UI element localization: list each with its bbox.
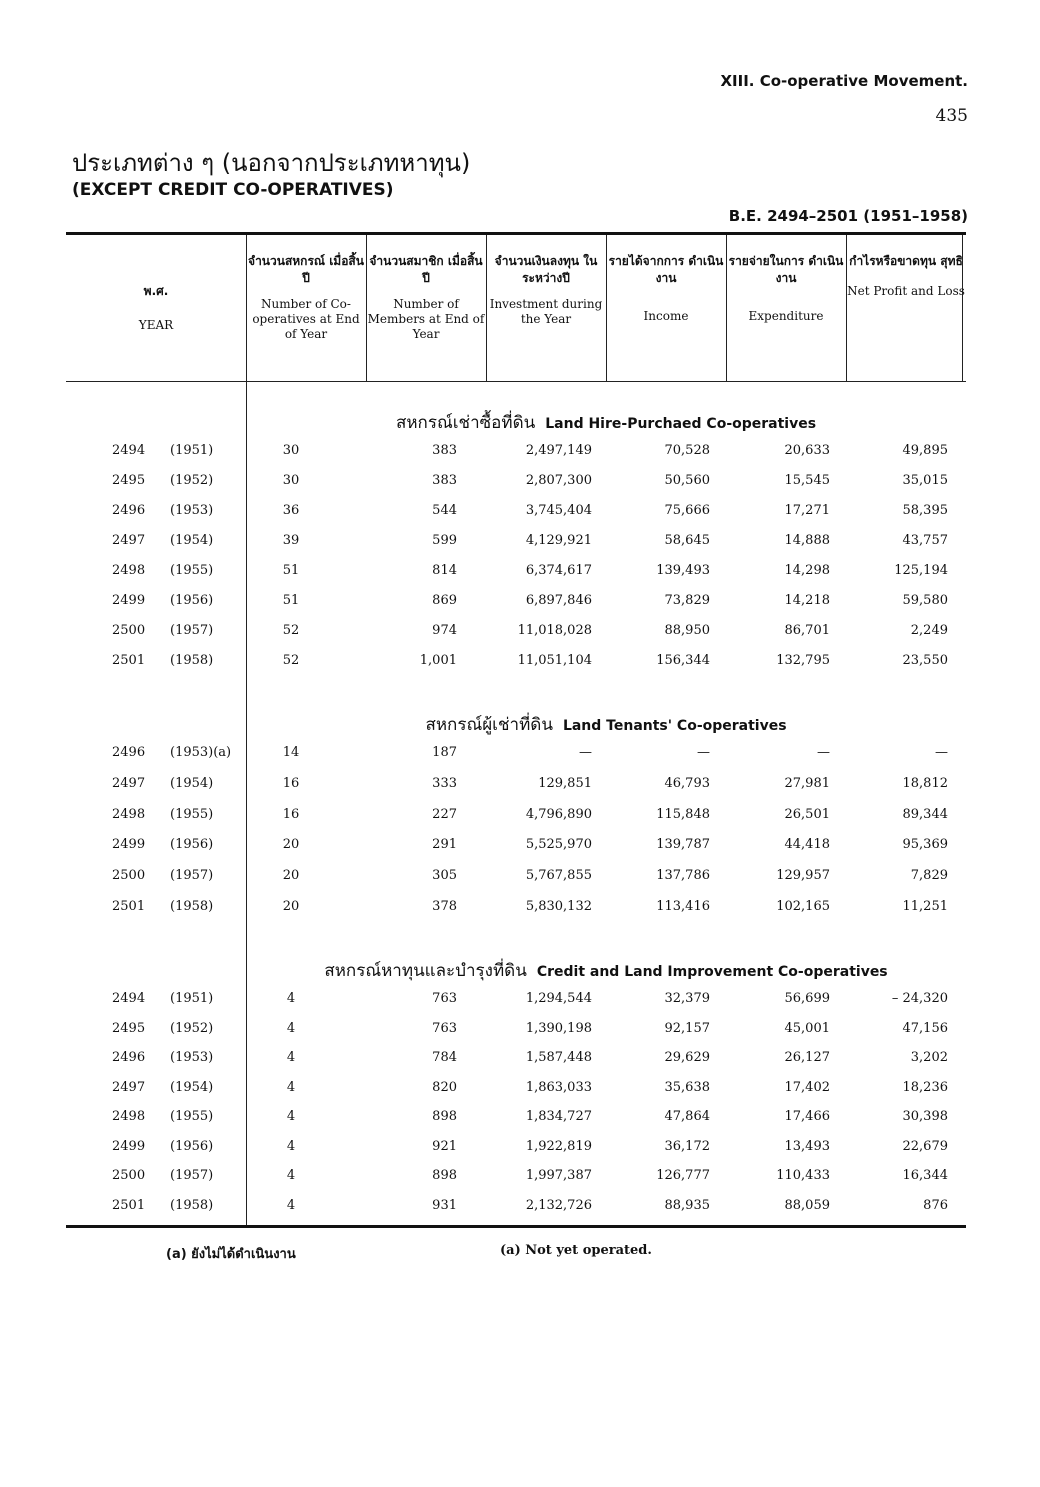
column-header-thai: กำไรหรือขาดทุน สุทธิ [849, 254, 963, 268]
row-cooperatives: 30 [282, 473, 300, 488]
row-cooperatives: 4 [286, 1168, 296, 1183]
row-year-be: 2500 [112, 623, 146, 638]
table-row [66, 772, 966, 800]
row-cooperatives: 14 [282, 745, 300, 760]
row-income: 139,493 [656, 563, 710, 578]
section-title-english: Land Tenants' Co-operatives [562, 718, 787, 734]
table-row [66, 1194, 966, 1222]
row-members: 187 [432, 745, 457, 760]
row-year-be: 2499 [112, 1138, 146, 1154]
row-cooperatives: 51 [282, 563, 300, 578]
table-row [66, 499, 966, 527]
row-income: 46,793 [664, 775, 710, 791]
row-cooperatives: 4 [286, 1109, 296, 1124]
row-year-be: 2497 [112, 775, 146, 791]
page-number: 435 [935, 106, 968, 126]
section-title-english: Land Hire-Purchaed Co-operatives [545, 416, 817, 432]
section-title [246, 957, 966, 984]
row-expenditure: 15,545 [784, 473, 830, 488]
row-income: 70,528 [664, 443, 710, 458]
column-divider [726, 235, 727, 381]
column-header-english: Net Profit and Loss [847, 284, 965, 298]
row-year-be: 2494 [112, 443, 146, 458]
section-title-thai: สหกรณ์เช่าซื้อที่ดิน [395, 413, 536, 433]
row-cooperatives: 16 [282, 806, 300, 822]
row-expenditure: 45,001 [784, 1020, 830, 1036]
row-investment: 11,018,028 [517, 623, 592, 638]
row-investment: 6,374,617 [525, 563, 592, 578]
row-year-be: 2494 [112, 991, 146, 1006]
table-row [66, 1076, 966, 1104]
row-cooperatives: 20 [282, 899, 300, 914]
row-expenditure: 27,981 [784, 775, 830, 791]
row-investment: 3,745,404 [525, 503, 592, 518]
row-members: 305 [432, 868, 457, 884]
column-divider [366, 235, 367, 381]
row-expenditure: 110,433 [776, 1168, 830, 1183]
table-row [66, 833, 966, 861]
row-expenditure: 56,699 [784, 991, 830, 1006]
column-header-net-profit [846, 235, 966, 381]
row-net-profit: 49,895 [902, 443, 948, 458]
period-label: B.E. 2494–2501 (1951–1958) [728, 207, 968, 225]
row-income: 75,666 [664, 503, 710, 518]
footnote-thai: (a) ยังไม่ได้ดำเนินงาน [166, 1247, 296, 1262]
row-expenditure: 17,271 [784, 503, 830, 518]
table-row [66, 589, 966, 617]
column-header-english: YEAR [138, 318, 174, 332]
row-net-profit: 89,344 [902, 806, 948, 822]
table-row [66, 987, 966, 1015]
row-net-profit: 58,395 [902, 503, 948, 518]
row-expenditure: — [817, 745, 830, 760]
row-expenditure: 26,127 [784, 1050, 830, 1065]
row-expenditure: 44,418 [784, 837, 830, 853]
row-year-be: 2499 [112, 593, 146, 608]
row-expenditure: 86,701 [784, 623, 830, 638]
row-expenditure: 17,466 [784, 1109, 830, 1124]
row-cooperatives: 4 [286, 1079, 296, 1095]
row-members: 1,001 [419, 653, 457, 668]
row-year-ce: (1953) [170, 1050, 214, 1065]
row-year-ce: (1956) [170, 1138, 214, 1154]
section-title-english: Credit and Land Improvement Co-operatives [536, 964, 888, 980]
row-cooperatives: 4 [286, 1050, 296, 1065]
table-row [66, 895, 966, 923]
row-net-profit: 23,550 [902, 653, 948, 668]
table-row [66, 803, 966, 831]
row-net-profit: — [935, 745, 948, 760]
row-investment: 1,390,198 [525, 1020, 592, 1036]
row-year-be: 2500 [112, 868, 146, 884]
row-year-ce: (1958) [170, 899, 214, 914]
row-income: 35,638 [664, 1079, 710, 1095]
row-year-ce: (1953)(a) [170, 745, 232, 760]
row-year-be: 2500 [112, 1168, 146, 1183]
header-divider [66, 381, 966, 382]
row-year-ce: (1958) [170, 653, 214, 668]
row-expenditure: 17,402 [784, 1079, 830, 1095]
column-header-year [66, 235, 246, 381]
column-header-thai: จำนวนสมาชิก เมื่อสิ้นปี [369, 254, 483, 285]
row-income: 29,629 [664, 1050, 710, 1065]
table-row [66, 1017, 966, 1045]
row-expenditure: 26,501 [784, 806, 830, 822]
section-title-thai: สหกรณ์หาทุนและบำรุงที่ดิน [324, 961, 527, 981]
column-divider [486, 235, 487, 381]
row-investment: 5,525,970 [525, 837, 592, 853]
row-investment: 4,129,921 [525, 533, 592, 548]
section-title [246, 409, 966, 436]
row-members: 291 [432, 837, 457, 853]
row-members: 869 [432, 593, 457, 608]
row-year-ce: (1958) [170, 1197, 214, 1213]
row-cooperatives: 30 [282, 443, 300, 458]
column-header-thai: พ.ศ. [143, 284, 169, 298]
section-title-thai: สหกรณ์ผู้เช่าที่ดิน [425, 715, 553, 735]
row-members: 974 [432, 623, 457, 638]
row-members: 599 [432, 533, 457, 548]
row-members: 383 [432, 473, 457, 488]
row-members: 784 [432, 1050, 457, 1065]
row-year-ce: (1957) [170, 868, 214, 884]
row-members: 383 [432, 443, 457, 458]
row-members: 763 [432, 991, 457, 1006]
column-header-investment [486, 235, 606, 381]
row-members: 898 [432, 1109, 457, 1124]
row-year-ce: (1956) [170, 837, 214, 853]
table-row [66, 741, 966, 769]
row-investment: 1,587,448 [525, 1050, 592, 1065]
row-income: 47,864 [664, 1109, 710, 1124]
row-year-be: 2501 [112, 653, 146, 668]
row-members: 333 [432, 775, 457, 791]
row-investment: 4,796,890 [525, 806, 592, 822]
row-year-ce: (1954) [170, 533, 214, 548]
row-year-be: 2498 [112, 1109, 146, 1124]
row-net-profit: 3,202 [910, 1050, 948, 1065]
row-investment: 1,997,387 [525, 1168, 592, 1183]
column-header-thai: จำนวนสหกรณ์ เมื่อสิ้นปี [248, 254, 364, 285]
row-year-ce: (1956) [170, 593, 214, 608]
row-year-be: 2501 [112, 899, 146, 914]
row-expenditure: 13,493 [784, 1138, 830, 1154]
row-year-ce: (1952) [170, 473, 214, 488]
row-net-profit: 30,398 [902, 1109, 948, 1124]
table-row [66, 439, 966, 467]
row-year-be: 2495 [112, 1020, 146, 1036]
row-investment: 2,132,726 [525, 1197, 592, 1213]
row-expenditure: 14,888 [784, 533, 830, 548]
row-cooperatives: 39 [282, 533, 300, 548]
row-net-profit: 47,156 [902, 1020, 948, 1036]
row-year-ce: (1954) [170, 1079, 214, 1095]
row-investment: 1,863,033 [525, 1079, 592, 1095]
row-income: 58,645 [664, 533, 710, 548]
row-year-ce: (1955) [170, 563, 214, 578]
row-year-ce: (1957) [170, 623, 214, 638]
row-net-profit: 876 [923, 1197, 948, 1213]
row-year-ce: (1952) [170, 1020, 214, 1036]
row-members: 931 [432, 1197, 457, 1213]
column-header-income [606, 235, 726, 381]
row-net-profit: 22,679 [902, 1138, 948, 1154]
row-members: 820 [432, 1079, 457, 1095]
row-income: 36,172 [664, 1138, 710, 1154]
row-year-be: 2499 [112, 837, 146, 853]
row-members: 544 [432, 503, 457, 518]
row-year-be: 2495 [112, 473, 146, 488]
running-head: XIII. Co-operative Movement. [720, 72, 968, 90]
row-cooperatives: 20 [282, 837, 300, 853]
row-net-profit: 7,829 [910, 868, 948, 884]
row-members: 921 [432, 1138, 457, 1154]
row-year-ce: (1951) [170, 991, 214, 1006]
title-thai: ประเภทต่าง ๆ (นอกจากประเภทหาทุน) [72, 149, 471, 177]
column-header-thai: จำนวนเงินลงทุน ในระหว่างปี [494, 254, 598, 285]
row-income: 32,379 [664, 991, 710, 1006]
row-year-be: 2497 [112, 533, 146, 548]
row-cooperatives: 4 [286, 1138, 296, 1154]
row-net-profit: 43,757 [902, 533, 948, 548]
row-income: — [697, 745, 710, 760]
row-investment: 11,051,104 [517, 653, 592, 668]
row-income: 113,416 [656, 899, 710, 914]
row-net-profit: 125,194 [894, 563, 948, 578]
row-expenditure: 102,165 [776, 899, 830, 914]
row-year-be: 2498 [112, 806, 146, 822]
row-expenditure: 132,795 [776, 653, 830, 668]
row-income: 126,777 [656, 1168, 710, 1183]
row-income: 73,829 [664, 593, 710, 608]
row-members: 227 [432, 806, 457, 822]
row-expenditure: 20,633 [784, 443, 830, 458]
row-investment: 5,830,132 [525, 899, 592, 914]
row-net-profit: 95,369 [902, 837, 948, 853]
table-row [66, 619, 966, 647]
row-members: 763 [432, 1020, 457, 1036]
row-investment: 6,897,846 [525, 593, 592, 608]
row-year-ce: (1953) [170, 503, 214, 518]
row-cooperatives: 36 [282, 503, 300, 518]
column-header-english: Expenditure [748, 309, 824, 323]
row-year-ce: (1957) [170, 1168, 214, 1183]
row-year-be: 2496 [112, 503, 146, 518]
row-income: 156,344 [656, 653, 710, 668]
row-cooperatives: 51 [282, 593, 300, 608]
statistics-table [66, 232, 966, 1228]
row-cooperatives: 4 [286, 1020, 296, 1036]
row-investment: 1,922,819 [525, 1138, 592, 1154]
row-investment: 2,807,300 [525, 473, 592, 488]
table-row [66, 649, 966, 677]
footnote-english: (a) Not yet operated. [500, 1243, 652, 1258]
section-title [246, 711, 966, 738]
row-income: 88,950 [664, 623, 710, 638]
row-expenditure: 14,218 [784, 593, 830, 608]
row-income: 92,157 [664, 1020, 710, 1036]
table-row [66, 1135, 966, 1163]
row-net-profit: 16,344 [902, 1168, 948, 1183]
row-year-ce: (1955) [170, 1109, 214, 1124]
row-net-profit: – 24,320 [891, 991, 948, 1006]
row-expenditure: 88,059 [784, 1197, 830, 1213]
row-investment: 5,767,855 [525, 868, 592, 884]
row-net-profit: 35,015 [902, 473, 948, 488]
row-net-profit: 59,580 [902, 593, 948, 608]
row-members: 814 [432, 563, 457, 578]
row-cooperatives: 16 [282, 775, 300, 791]
row-income: 139,787 [656, 837, 710, 853]
row-year-be: 2497 [112, 1079, 146, 1095]
column-header-thai: รายได้จากการ ดำเนินงาน [608, 254, 724, 285]
table-row [66, 1046, 966, 1074]
table-row [66, 1164, 966, 1192]
row-net-profit: 11,251 [902, 899, 948, 914]
row-cooperatives: 4 [286, 991, 296, 1006]
table-row [66, 559, 966, 587]
table-row [66, 529, 966, 557]
table-row [66, 1105, 966, 1133]
row-investment: 1,294,544 [525, 991, 592, 1006]
column-header-english: Income [643, 309, 689, 323]
row-cooperatives: 4 [286, 1197, 296, 1213]
column-header-english: Number of Members at End of Year [367, 297, 485, 341]
column-header-thai: รายจ่ายในการ ดำเนินงาน [728, 254, 844, 285]
column-divider [606, 235, 607, 381]
row-net-profit: 18,812 [902, 775, 948, 791]
row-members: 898 [432, 1168, 457, 1183]
row-year-be: 2498 [112, 563, 146, 578]
row-expenditure: 129,957 [776, 868, 830, 884]
row-income: 50,560 [664, 473, 710, 488]
row-expenditure: 14,298 [784, 563, 830, 578]
row-investment: 2,497,149 [525, 443, 592, 458]
column-header-expenditure [726, 235, 846, 381]
column-header-english: Investment during the Year [489, 297, 603, 326]
row-income: 88,935 [664, 1197, 710, 1213]
row-investment: 129,851 [538, 775, 592, 791]
table-row [66, 469, 966, 497]
row-members: 378 [432, 899, 457, 914]
column-divider [846, 235, 847, 381]
row-investment: 1,834,727 [525, 1109, 592, 1124]
row-net-profit: 2,249 [910, 623, 948, 638]
column-header-english: Number of Co-operatives at End of Year [252, 297, 360, 341]
row-net-profit: 18,236 [902, 1079, 948, 1095]
column-header-cooperatives [246, 235, 366, 381]
row-year-ce: (1951) [170, 443, 214, 458]
row-year-be: 2501 [112, 1197, 146, 1213]
column-divider [962, 235, 963, 381]
row-year-ce: (1954) [170, 775, 214, 791]
row-income: 115,848 [656, 806, 710, 822]
row-year-be: 2496 [112, 1050, 146, 1065]
row-investment: — [579, 745, 592, 760]
table-row [66, 864, 966, 892]
row-cooperatives: 20 [282, 868, 300, 884]
row-year-ce: (1955) [170, 806, 214, 822]
row-year-be: 2496 [112, 745, 146, 760]
row-income: 137,786 [656, 868, 710, 884]
row-cooperatives: 52 [282, 623, 300, 638]
row-cooperatives: 52 [282, 653, 300, 668]
column-header-members [366, 235, 486, 381]
title-english: (EXCEPT CREDIT CO-OPERATIVES) [72, 180, 394, 200]
